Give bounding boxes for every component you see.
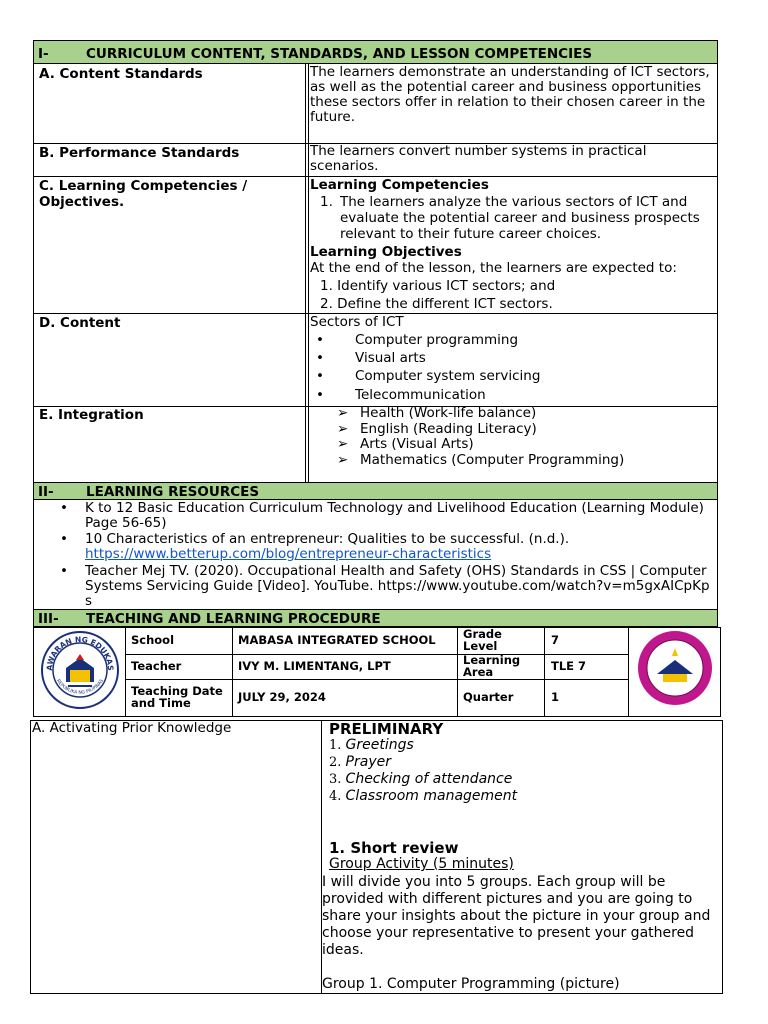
integration-item-2-text: English (Reading Literacy) bbox=[360, 421, 537, 437]
quarter-label: Quarter bbox=[463, 690, 514, 704]
area-label: Learning Area bbox=[463, 653, 521, 679]
competencies-label: C. Learning Competencies / Objectives. bbox=[39, 178, 248, 210]
lc-item-1: 1. The learners analyze the various sectors of ICT and evaluate the potential career and business prospects relevant to their future career choices. bbox=[320, 194, 710, 242]
content-item-2-text: Visual arts bbox=[355, 350, 426, 366]
activity-label: A. Activating Prior Knowledge bbox=[32, 720, 232, 736]
resource-item: • Teacher Mej TV. (2020). Occupational Health and Safety (OHS) Standards in CSS | Computer Systems Servicing Guide [Video]. YouTube. https://www.youtube.com/watch?v=m5gxAICpKps bbox=[60, 563, 710, 609]
content-item-4-text: Telecommunication bbox=[355, 387, 486, 403]
content-item: • Visual arts bbox=[316, 350, 426, 366]
content-item-1-text: Computer programming bbox=[355, 332, 519, 348]
content-label: D. Content bbox=[39, 315, 121, 331]
instructions-text: I will divide you into 5 groups. Each group will be provided with different pictures and you are going to share your insights about the picture in your group and choose your representative to present your gathered ideas. bbox=[322, 874, 711, 958]
prelim-item: 4. Classroom management bbox=[329, 788, 518, 804]
lo-item-1-text: Identify various ICT sectors; and bbox=[337, 278, 556, 294]
section-2-title: LEARNING RESOURCES bbox=[86, 484, 260, 500]
lo-item-2: 2. Define the different ICT sectors. bbox=[320, 296, 553, 312]
integration-label: E. Integration bbox=[39, 407, 144, 423]
section-3-number: III- bbox=[38, 611, 59, 627]
resource-item: • 10 Characteristics of an entrepreneur: Qualities to be successful. (n.d.). https://www.betterup.com/blog/entrepreneur-characteristics bbox=[60, 532, 710, 562]
school-label: School bbox=[131, 633, 175, 647]
section-1-header bbox=[33, 40, 718, 64]
group-activity-text: Group Activity (5 minutes) bbox=[329, 856, 514, 872]
resource-item: • K to 12 Basic Education Curriculum Technology and Livelihood Education (Learning Module) Page 56-65) bbox=[60, 501, 710, 531]
teacher-value: IVY M. LIMENTANG, LPT bbox=[238, 659, 391, 673]
seal-bottom-text: REPUBLIKA NG PILIPINAS bbox=[55, 678, 105, 696]
content-item-3-text: Computer system servicing bbox=[355, 368, 541, 384]
preliminary-heading: PRELIMINARY bbox=[329, 720, 444, 738]
performance-standards-label: B. Performance Standards bbox=[39, 145, 240, 161]
section-2-number: II- bbox=[38, 484, 54, 500]
content-standards-label: A. Content Standards bbox=[39, 66, 203, 82]
integration-item-1-text: Health (Work-life balance) bbox=[360, 405, 537, 421]
lo-heading: Learning Objectives bbox=[310, 244, 462, 260]
integration-item: ➢ Health (Work-life balance) bbox=[337, 405, 537, 421]
resource-item-2-text: 10 Characteristics of an entrepreneur: Qualities to be successful. (n.d.). bbox=[85, 531, 570, 547]
section-1-title: CURRICULUM CONTENT, STANDARDS, AND LESSON COMPETENCIES bbox=[86, 46, 593, 62]
content-item: • Telecommunication bbox=[316, 387, 486, 403]
seal-year: 1946 bbox=[668, 690, 682, 696]
resource-item-3-text: Teacher Mej TV. (2020). Occupational Health and Safety (OHS) Standards in CSS | Computer Systems Servicing Guide [Video]. YouTube. https://www.youtube.com/watch?v=m5gxAICpKps bbox=[85, 563, 710, 609]
integration-item: ➢ Arts (Visual Arts) bbox=[337, 436, 474, 452]
lc-heading: Learning Competencies bbox=[310, 177, 489, 193]
section-3-title: TEACHING AND LEARNING PROCEDURE bbox=[86, 611, 381, 627]
integration-item-3-text: Arts (Visual Arts) bbox=[360, 436, 474, 452]
integration-item-4-text: Mathematics (Computer Programming) bbox=[360, 452, 625, 468]
grade-value: 7 bbox=[551, 633, 560, 647]
prelim-item: 1. Greetings bbox=[329, 737, 414, 753]
lc-item-1-text: The learners analyze the various sectors of ICT and evaluate the potential career and business prospects relevant to their future career choices. bbox=[340, 194, 700, 242]
school-value: MABASA INTEGRATED SCHOOL bbox=[238, 633, 436, 647]
lo-intro: At the end of the lesson, the learners are expected to: bbox=[310, 260, 677, 276]
teacher-label: Teacher bbox=[131, 659, 182, 673]
content-item: • Computer programming bbox=[316, 332, 519, 348]
content-standards-text: The learners demonstrate an understanding of ICT sectors, as well as the potential career and business opportunities these sectors offer in relation to their chosen career in the future. bbox=[310, 64, 710, 125]
short-review-heading: 1. Short review bbox=[329, 839, 459, 857]
quarter-value: 1 bbox=[551, 690, 560, 704]
section-2-header bbox=[33, 483, 718, 500]
seal-top-text: AWARAN NG EDUKAS bbox=[44, 634, 116, 671]
integration-item: ➢ Mathematics (Computer Programming) bbox=[337, 452, 625, 468]
lo-item-2-text: Define the different ICT sectors. bbox=[337, 296, 553, 312]
date-label: Teaching Date and Time bbox=[131, 684, 223, 710]
prelim-item-3-text: Checking of attendance bbox=[345, 771, 513, 787]
prelim-item: 3. Checking of attendance bbox=[329, 771, 513, 787]
content-intro: Sectors of ICT bbox=[310, 314, 404, 330]
performance-standards-text: The learners convert number systems in practical scenarios. bbox=[310, 143, 647, 174]
school-seal bbox=[635, 628, 715, 708]
prelim-item-2-text: Prayer bbox=[345, 754, 391, 770]
date-value: JULY 29, 2024 bbox=[238, 690, 326, 704]
section-3-header bbox=[33, 609, 718, 627]
section-1-number: I- bbox=[38, 46, 49, 62]
resource-link[interactable]: https://www.betterup.com/blog/entrepreneur-characteristics bbox=[85, 546, 492, 562]
prelim-item: 2. Prayer bbox=[329, 754, 391, 770]
resource-item-1-text: K to 12 Basic Education Curriculum Technology and Livelihood Education (Learning Module) Page 56-65) bbox=[85, 500, 704, 531]
content-item: • Computer system servicing bbox=[316, 368, 541, 384]
prelim-item-1-text: Greetings bbox=[345, 737, 414, 753]
grade-label: Grade Level bbox=[463, 627, 502, 653]
integration-item: ➢ English (Reading Literacy) bbox=[337, 421, 537, 437]
deped-seal bbox=[40, 630, 120, 710]
lo-item-1: 1. Identify various ICT sectors; and bbox=[320, 278, 556, 294]
group-1-text: Group 1. Computer Programming (picture) bbox=[322, 976, 620, 992]
area-value: TLE 7 bbox=[551, 659, 587, 673]
prelim-item-4-text: Classroom management bbox=[345, 788, 518, 804]
